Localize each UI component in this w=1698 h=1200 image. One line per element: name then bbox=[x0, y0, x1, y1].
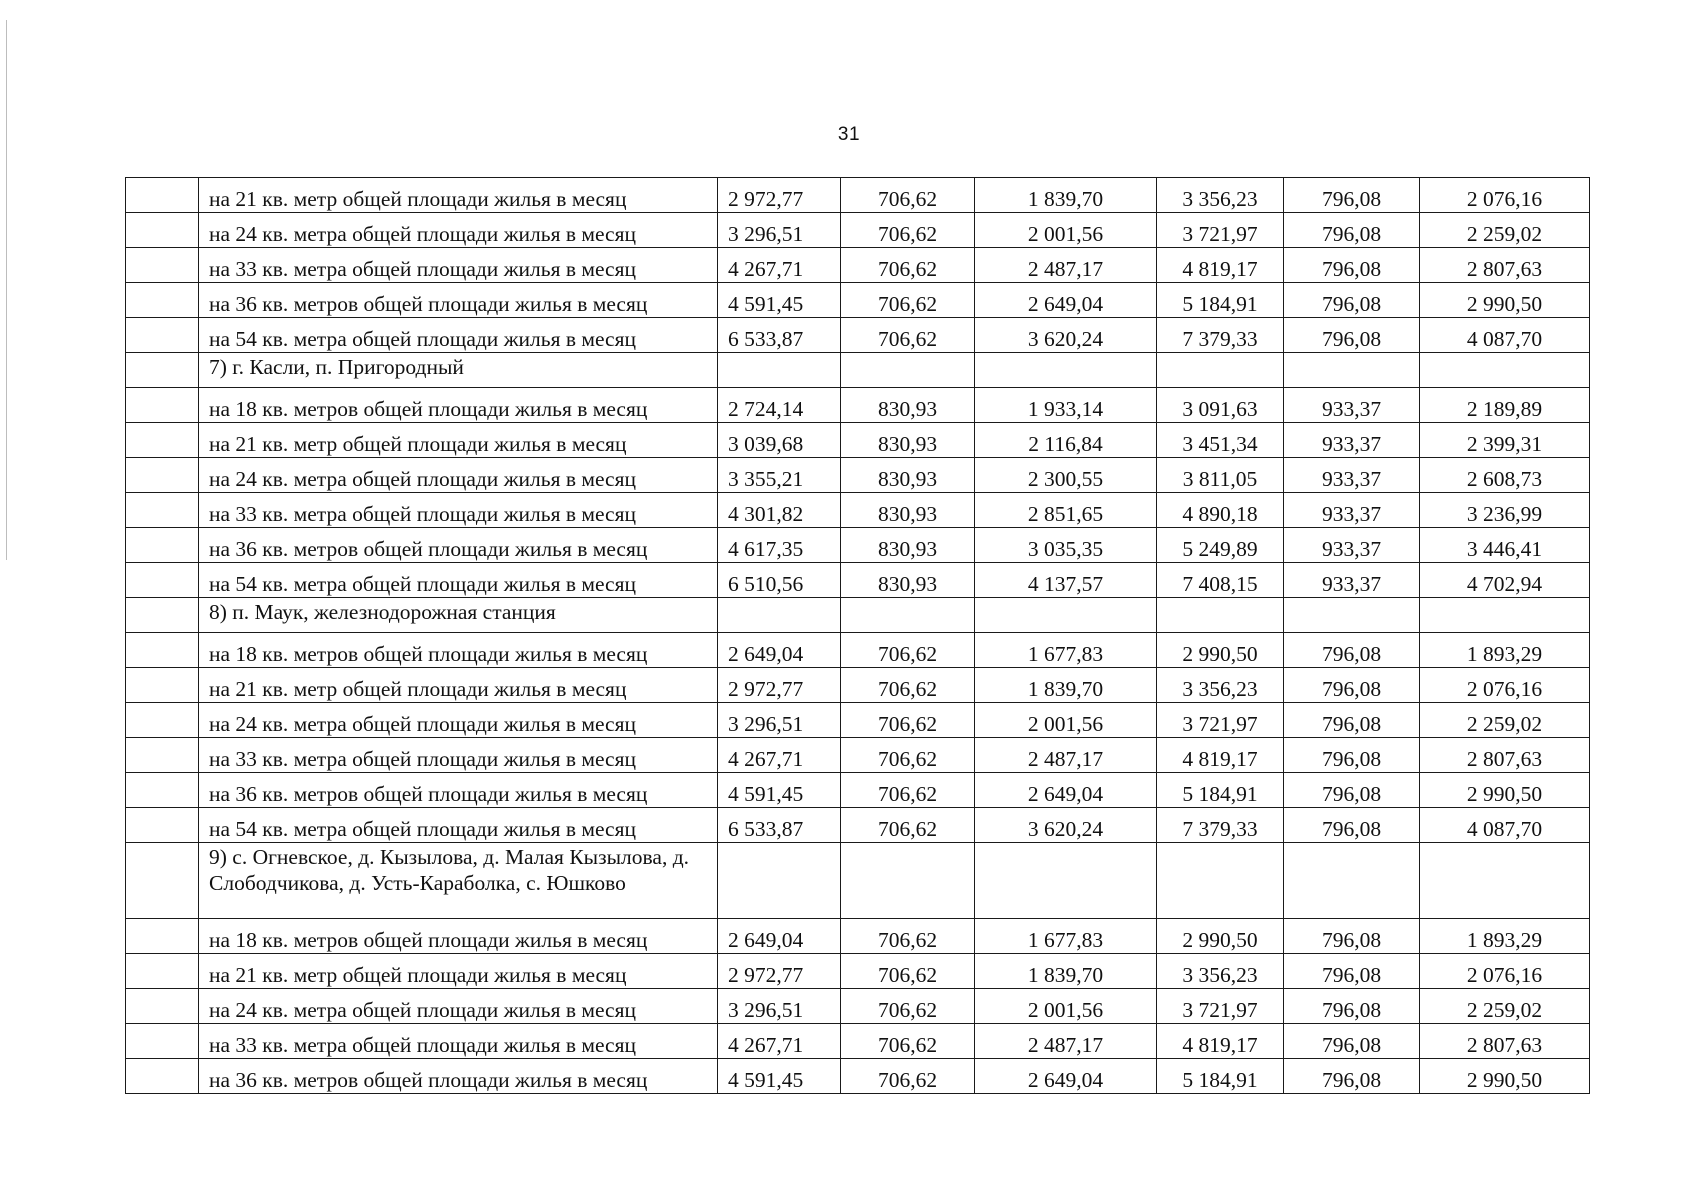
value-cell: 706,62 bbox=[841, 738, 975, 773]
value-cell bbox=[1420, 843, 1590, 919]
tariff-table bbox=[125, 177, 1590, 1094]
table-group-row bbox=[126, 353, 1590, 388]
value-cell: 2 851,65 bbox=[975, 493, 1157, 528]
value-cell: 2 807,63 bbox=[1420, 1024, 1590, 1059]
value-cell: 3 356,23 bbox=[1157, 178, 1284, 213]
table-row bbox=[126, 1024, 1590, 1059]
value-cell: 4 087,70 bbox=[1420, 318, 1590, 353]
value-cell: 796,08 bbox=[1284, 1059, 1420, 1094]
value-cell: 5 184,91 bbox=[1157, 283, 1284, 318]
value-cell: 830,93 bbox=[841, 423, 975, 458]
table-row bbox=[126, 283, 1590, 318]
page-number: 31 bbox=[837, 124, 861, 145]
value-cell: 2 972,77 bbox=[718, 178, 841, 213]
table-row bbox=[126, 528, 1590, 563]
row-index-cell bbox=[126, 318, 199, 353]
value-cell: 796,08 bbox=[1284, 248, 1420, 283]
table-group-row bbox=[126, 843, 1590, 919]
value-cell: 3 721,97 bbox=[1157, 213, 1284, 248]
value-cell: 2 649,04 bbox=[718, 919, 841, 954]
value-cell: 1 677,83 bbox=[975, 919, 1157, 954]
row-label-cell: на 24 кв. метра общей площади жилья в месяц bbox=[199, 703, 718, 738]
row-index-cell bbox=[126, 954, 199, 989]
table-row bbox=[126, 493, 1590, 528]
value-cell: 2 116,84 bbox=[975, 423, 1157, 458]
row-index-cell bbox=[126, 213, 199, 248]
row-index-cell bbox=[126, 353, 199, 388]
value-cell bbox=[1284, 843, 1420, 919]
value-cell: 2 259,02 bbox=[1420, 703, 1590, 738]
value-cell: 4 890,18 bbox=[1157, 493, 1284, 528]
value-cell: 706,62 bbox=[841, 1024, 975, 1059]
table-row bbox=[126, 388, 1590, 423]
value-cell: 2 487,17 bbox=[975, 738, 1157, 773]
row-index-cell bbox=[126, 919, 199, 954]
value-cell: 3 721,97 bbox=[1157, 703, 1284, 738]
row-label-cell: на 18 кв. метров общей площади жилья в месяц bbox=[199, 919, 718, 954]
value-cell: 933,37 bbox=[1284, 458, 1420, 493]
value-cell: 6 533,87 bbox=[718, 808, 841, 843]
value-cell: 4 819,17 bbox=[1157, 738, 1284, 773]
group-label-cell: 8) п. Маук, железнодорожная станция bbox=[199, 598, 718, 633]
value-cell: 1 839,70 bbox=[975, 668, 1157, 703]
value-cell bbox=[975, 843, 1157, 919]
table-row bbox=[126, 954, 1590, 989]
table-group-row bbox=[126, 598, 1590, 633]
group-label-cell: 9) с. Огневское, д. Кызылова, д. Малая Кызылова, д. Слободчикова, д. Усть-Караболка, с. Юшково bbox=[199, 843, 718, 919]
value-cell: 2 259,02 bbox=[1420, 989, 1590, 1024]
row-index-cell bbox=[126, 528, 199, 563]
value-cell: 3 355,21 bbox=[718, 458, 841, 493]
value-cell: 2 649,04 bbox=[975, 283, 1157, 318]
value-cell: 933,37 bbox=[1284, 388, 1420, 423]
value-cell: 796,08 bbox=[1284, 808, 1420, 843]
table-row bbox=[126, 989, 1590, 1024]
value-cell: 3 091,63 bbox=[1157, 388, 1284, 423]
value-cell: 6 510,56 bbox=[718, 563, 841, 598]
row-label-cell: на 21 кв. метр общей площади жилья в месяц bbox=[199, 423, 718, 458]
value-cell: 796,08 bbox=[1284, 1024, 1420, 1059]
value-cell: 933,37 bbox=[1284, 423, 1420, 458]
row-label-cell: на 36 кв. метров общей площади жилья в месяц bbox=[199, 773, 718, 808]
value-cell: 4 819,17 bbox=[1157, 248, 1284, 283]
value-cell: 5 249,89 bbox=[1157, 528, 1284, 563]
value-cell: 3 039,68 bbox=[718, 423, 841, 458]
value-cell: 2 076,16 bbox=[1420, 954, 1590, 989]
row-index-cell bbox=[126, 1059, 199, 1094]
value-cell: 796,08 bbox=[1284, 919, 1420, 954]
value-cell: 4 617,35 bbox=[718, 528, 841, 563]
value-cell: 2 259,02 bbox=[1420, 213, 1590, 248]
value-cell: 1 933,14 bbox=[975, 388, 1157, 423]
table-body bbox=[126, 178, 1590, 1094]
value-cell: 2 189,89 bbox=[1420, 388, 1590, 423]
row-index-cell bbox=[126, 178, 199, 213]
row-label-cell: на 54 кв. метра общей площади жилья в месяц bbox=[199, 563, 718, 598]
table-row bbox=[126, 668, 1590, 703]
table-row bbox=[126, 1059, 1590, 1094]
value-cell: 3 811,05 bbox=[1157, 458, 1284, 493]
table-row bbox=[126, 213, 1590, 248]
value-cell: 830,93 bbox=[841, 388, 975, 423]
row-label-cell: на 36 кв. метров общей площади жилья в месяц bbox=[199, 528, 718, 563]
row-index-cell bbox=[126, 563, 199, 598]
value-cell: 796,08 bbox=[1284, 989, 1420, 1024]
value-cell: 4 591,45 bbox=[718, 283, 841, 318]
value-cell: 2 990,50 bbox=[1157, 633, 1284, 668]
value-cell: 3 620,24 bbox=[975, 318, 1157, 353]
value-cell: 3 446,41 bbox=[1420, 528, 1590, 563]
row-index-cell bbox=[126, 703, 199, 738]
table-row bbox=[126, 318, 1590, 353]
value-cell: 2 487,17 bbox=[975, 1024, 1157, 1059]
row-index-cell bbox=[126, 388, 199, 423]
value-cell: 3 296,51 bbox=[718, 213, 841, 248]
value-cell: 933,37 bbox=[1284, 528, 1420, 563]
value-cell: 2 807,63 bbox=[1420, 248, 1590, 283]
value-cell: 706,62 bbox=[841, 773, 975, 808]
value-cell bbox=[718, 843, 841, 919]
value-cell bbox=[1157, 598, 1284, 633]
value-cell: 4 267,71 bbox=[718, 248, 841, 283]
value-cell: 4 591,45 bbox=[718, 773, 841, 808]
row-index-cell bbox=[126, 493, 199, 528]
value-cell: 796,08 bbox=[1284, 633, 1420, 668]
table-row bbox=[126, 738, 1590, 773]
row-index-cell bbox=[126, 989, 199, 1024]
value-cell: 796,08 bbox=[1284, 738, 1420, 773]
value-cell bbox=[1284, 353, 1420, 388]
row-label-cell: на 18 кв. метров общей площади жилья в месяц bbox=[199, 388, 718, 423]
value-cell: 706,62 bbox=[841, 213, 975, 248]
value-cell: 4 591,45 bbox=[718, 1059, 841, 1094]
value-cell: 2 649,04 bbox=[975, 773, 1157, 808]
table-row bbox=[126, 423, 1590, 458]
value-cell bbox=[975, 598, 1157, 633]
row-label-cell: на 24 кв. метра общей площади жилья в месяц bbox=[199, 213, 718, 248]
value-cell: 3 236,99 bbox=[1420, 493, 1590, 528]
value-cell: 4 819,17 bbox=[1157, 1024, 1284, 1059]
row-index-cell bbox=[126, 598, 199, 633]
value-cell bbox=[975, 353, 1157, 388]
value-cell: 706,62 bbox=[841, 178, 975, 213]
row-label-cell: на 33 кв. метра общей площади жилья в месяц bbox=[199, 248, 718, 283]
value-cell: 830,93 bbox=[841, 458, 975, 493]
value-cell: 796,08 bbox=[1284, 213, 1420, 248]
row-index-cell bbox=[126, 458, 199, 493]
row-label-cell: на 33 кв. метра общей площади жилья в месяц bbox=[199, 738, 718, 773]
row-index-cell bbox=[126, 843, 199, 919]
value-cell: 2 399,31 bbox=[1420, 423, 1590, 458]
value-cell: 5 184,91 bbox=[1157, 773, 1284, 808]
value-cell: 830,93 bbox=[841, 528, 975, 563]
value-cell: 3 296,51 bbox=[718, 703, 841, 738]
table-row bbox=[126, 773, 1590, 808]
value-cell: 3 451,34 bbox=[1157, 423, 1284, 458]
value-cell: 2 807,63 bbox=[1420, 738, 1590, 773]
value-cell: 796,08 bbox=[1284, 773, 1420, 808]
row-index-cell bbox=[126, 738, 199, 773]
row-label-cell: на 54 кв. метра общей площади жилья в месяц bbox=[199, 808, 718, 843]
value-cell: 706,62 bbox=[841, 318, 975, 353]
value-cell: 2 649,04 bbox=[975, 1059, 1157, 1094]
row-index-cell bbox=[126, 248, 199, 283]
row-index-cell bbox=[126, 423, 199, 458]
row-index-cell bbox=[126, 633, 199, 668]
value-cell: 4 702,94 bbox=[1420, 563, 1590, 598]
row-label-cell: на 24 кв. метра общей площади жилья в месяц bbox=[199, 989, 718, 1024]
value-cell: 3 035,35 bbox=[975, 528, 1157, 563]
value-cell: 4 301,82 bbox=[718, 493, 841, 528]
value-cell: 6 533,87 bbox=[718, 318, 841, 353]
value-cell: 830,93 bbox=[841, 563, 975, 598]
row-index-cell bbox=[126, 668, 199, 703]
table-row bbox=[126, 458, 1590, 493]
row-label-cell: на 36 кв. метров общей площади жилья в месяц bbox=[199, 283, 718, 318]
value-cell: 2 076,16 bbox=[1420, 178, 1590, 213]
value-cell: 2 990,50 bbox=[1420, 1059, 1590, 1094]
table-row bbox=[126, 248, 1590, 283]
table-row bbox=[126, 563, 1590, 598]
value-cell: 3 356,23 bbox=[1157, 954, 1284, 989]
value-cell bbox=[1284, 598, 1420, 633]
value-cell: 7 379,33 bbox=[1157, 318, 1284, 353]
value-cell bbox=[1157, 843, 1284, 919]
table-row bbox=[126, 633, 1590, 668]
row-index-cell bbox=[126, 808, 199, 843]
value-cell: 796,08 bbox=[1284, 954, 1420, 989]
value-cell: 1 839,70 bbox=[975, 178, 1157, 213]
value-cell: 706,62 bbox=[841, 919, 975, 954]
value-cell: 2 076,16 bbox=[1420, 668, 1590, 703]
value-cell: 706,62 bbox=[841, 808, 975, 843]
row-index-cell bbox=[126, 1024, 199, 1059]
row-label-cell: на 21 кв. метр общей площади жилья в месяц bbox=[199, 668, 718, 703]
value-cell: 4 087,70 bbox=[1420, 808, 1590, 843]
value-cell: 933,37 bbox=[1284, 563, 1420, 598]
value-cell: 2 300,55 bbox=[975, 458, 1157, 493]
row-label-cell: на 33 кв. метра общей площади жилья в месяц bbox=[199, 1024, 718, 1059]
value-cell bbox=[718, 598, 841, 633]
value-cell bbox=[1157, 353, 1284, 388]
scan-edge-line bbox=[6, 20, 7, 560]
row-label-cell: на 24 кв. метра общей площади жилья в месяц bbox=[199, 458, 718, 493]
value-cell: 1 677,83 bbox=[975, 633, 1157, 668]
value-cell: 3 296,51 bbox=[718, 989, 841, 1024]
value-cell: 830,93 bbox=[841, 493, 975, 528]
group-label-cell: 7) г. Касли, п. Пригородный bbox=[199, 353, 718, 388]
row-index-cell bbox=[126, 773, 199, 808]
value-cell: 1 893,29 bbox=[1420, 633, 1590, 668]
value-cell: 706,62 bbox=[841, 668, 975, 703]
value-cell bbox=[841, 353, 975, 388]
value-cell bbox=[1420, 353, 1590, 388]
value-cell: 2 990,50 bbox=[1157, 919, 1284, 954]
value-cell: 2 608,73 bbox=[1420, 458, 1590, 493]
value-cell bbox=[841, 598, 975, 633]
value-cell: 796,08 bbox=[1284, 668, 1420, 703]
value-cell: 796,08 bbox=[1284, 178, 1420, 213]
value-cell: 3 620,24 bbox=[975, 808, 1157, 843]
value-cell: 706,62 bbox=[841, 633, 975, 668]
value-cell: 2 972,77 bbox=[718, 668, 841, 703]
value-cell: 706,62 bbox=[841, 989, 975, 1024]
row-label-cell: на 36 кв. метров общей площади жилья в месяц bbox=[199, 1059, 718, 1094]
value-cell: 2 001,56 bbox=[975, 989, 1157, 1024]
value-cell: 4 267,71 bbox=[718, 738, 841, 773]
value-cell: 796,08 bbox=[1284, 703, 1420, 738]
value-cell: 2 487,17 bbox=[975, 248, 1157, 283]
value-cell: 1 839,70 bbox=[975, 954, 1157, 989]
value-cell bbox=[718, 353, 841, 388]
row-label-cell: на 18 кв. метров общей площади жилья в месяц bbox=[199, 633, 718, 668]
value-cell: 706,62 bbox=[841, 248, 975, 283]
value-cell: 2 649,04 bbox=[718, 633, 841, 668]
row-label-cell: на 54 кв. метра общей площади жилья в месяц bbox=[199, 318, 718, 353]
table-row bbox=[126, 919, 1590, 954]
value-cell bbox=[841, 843, 975, 919]
value-cell: 1 893,29 bbox=[1420, 919, 1590, 954]
value-cell: 706,62 bbox=[841, 283, 975, 318]
value-cell: 933,37 bbox=[1284, 493, 1420, 528]
value-cell bbox=[1420, 598, 1590, 633]
value-cell: 2 990,50 bbox=[1420, 773, 1590, 808]
value-cell: 2 001,56 bbox=[975, 703, 1157, 738]
value-cell: 5 184,91 bbox=[1157, 1059, 1284, 1094]
value-cell: 2 001,56 bbox=[975, 213, 1157, 248]
value-cell: 2 990,50 bbox=[1420, 283, 1590, 318]
value-cell: 706,62 bbox=[841, 1059, 975, 1094]
value-cell: 706,62 bbox=[841, 703, 975, 738]
value-cell: 2 724,14 bbox=[718, 388, 841, 423]
value-cell: 796,08 bbox=[1284, 283, 1420, 318]
value-cell: 7 379,33 bbox=[1157, 808, 1284, 843]
value-cell: 3 721,97 bbox=[1157, 989, 1284, 1024]
row-index-cell bbox=[126, 283, 199, 318]
table-row bbox=[126, 808, 1590, 843]
row-label-cell: на 21 кв. метр общей площади жилья в месяц bbox=[199, 178, 718, 213]
row-label-cell: на 33 кв. метра общей площади жилья в месяц bbox=[199, 493, 718, 528]
value-cell: 706,62 bbox=[841, 954, 975, 989]
value-cell: 4 137,57 bbox=[975, 563, 1157, 598]
value-cell: 2 972,77 bbox=[718, 954, 841, 989]
table-row bbox=[126, 703, 1590, 738]
value-cell: 3 356,23 bbox=[1157, 668, 1284, 703]
value-cell: 7 408,15 bbox=[1157, 563, 1284, 598]
table-row bbox=[126, 178, 1590, 213]
row-label-cell: на 21 кв. метр общей площади жилья в месяц bbox=[199, 954, 718, 989]
value-cell: 4 267,71 bbox=[718, 1024, 841, 1059]
value-cell: 796,08 bbox=[1284, 318, 1420, 353]
